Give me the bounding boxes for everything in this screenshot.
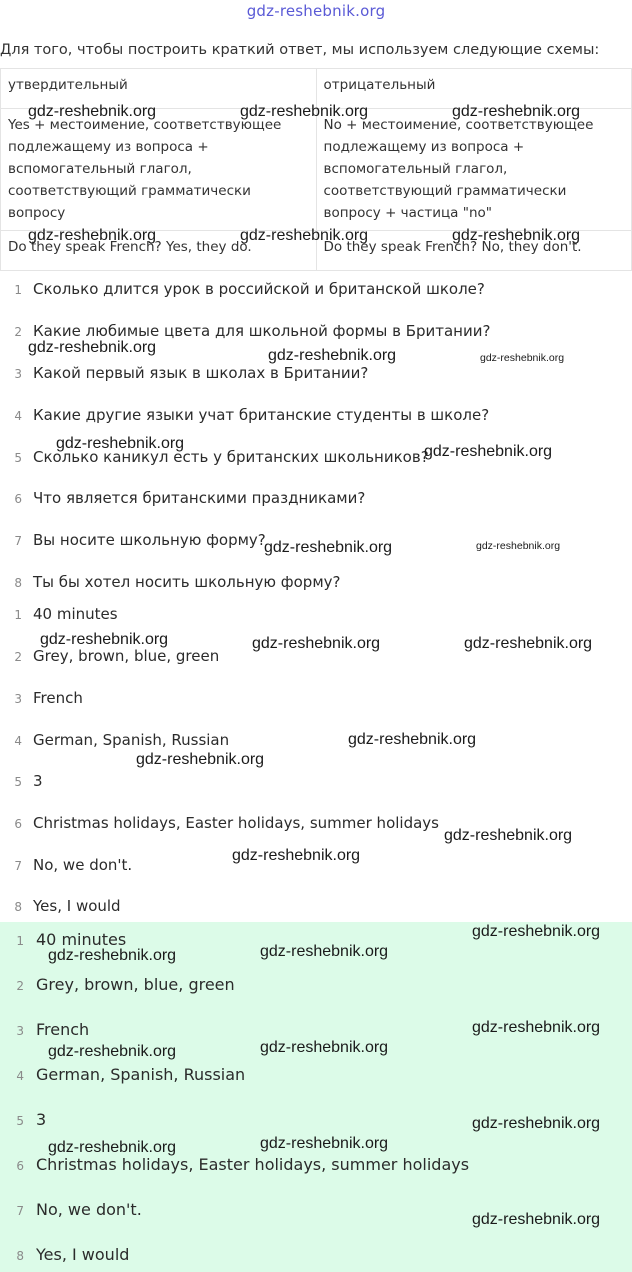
watermark: gdz-reshebnik.org [472, 923, 601, 940]
answer-item: 40 minutes [33, 605, 118, 623]
watermark: gdz-reshebnik.org [348, 731, 477, 748]
answer-item: French [36, 1020, 90, 1039]
watermark: gdz-reshebnik.org [28, 227, 157, 244]
answer-item: No, we don't. [36, 1200, 142, 1219]
answer-number: 2 [14, 650, 22, 664]
watermark: gdz-reshebnik.org [264, 539, 393, 556]
answer-number: 1 [14, 608, 22, 622]
watermark: gdz-reshebnik.org [464, 635, 593, 652]
intro-text: Для того, чтобы построить краткий ответ, мы используем следующие схемы: [0, 42, 600, 58]
question-number: 2 [14, 325, 22, 339]
answer-item: Christmas holidays, Easter holidays, summer holidays [33, 814, 439, 832]
watermark: gdz-reshebnik.org [452, 227, 581, 244]
answer-item: Grey, brown, blue, green [33, 647, 220, 665]
answer-number: 8 [16, 1249, 24, 1263]
example-affirmative: Do they speak French? Yes, they do. [1, 231, 317, 271]
watermark: gdz-reshebnik.org [268, 347, 397, 364]
answer-number: 6 [16, 1159, 24, 1173]
answer-number: 6 [14, 817, 22, 831]
question-number: 1 [14, 283, 22, 297]
answer-item: Grey, brown, blue, green [36, 975, 235, 994]
question-item: Какой первый язык в школах в Британии? [33, 364, 369, 382]
answer-item: Christmas holidays, Easter holidays, summer holidays [36, 1155, 470, 1174]
answer-number: 3 [14, 692, 22, 706]
answer-item: German, Spanish, Russian [33, 731, 230, 749]
watermark: gdz-reshebnik.org [424, 443, 553, 460]
answer-item: Yes, I would [33, 897, 121, 915]
question-number: 5 [14, 451, 22, 465]
answer-number: 7 [14, 859, 22, 873]
question-item: Что является британскими праздниками? [33, 489, 366, 507]
question-number: 8 [14, 576, 22, 590]
answer-number: 3 [16, 1024, 24, 1038]
watermark: gdz-reshebnik.org [252, 635, 381, 652]
answer-number: 1 [16, 934, 24, 948]
watermark: gdz-reshebnik.org [40, 631, 169, 648]
answer-number: 4 [14, 734, 22, 748]
watermark: gdz-reshebnik.org [444, 827, 573, 844]
answer-item: German, Spanish, Russian [36, 1065, 246, 1084]
answer-item: 40 minutes [36, 930, 127, 949]
watermark: gdz-reshebnik.org [472, 1211, 601, 1228]
question-number: 3 [14, 367, 22, 381]
watermark: gdz-reshebnik.org [28, 339, 157, 356]
question-item: Вы носите школьную форму? [33, 531, 266, 549]
watermark: gdz-reshebnik.org [476, 540, 561, 552]
header-affirmative: утвердительный [1, 69, 317, 109]
answer-number: 8 [14, 900, 22, 914]
question-item: Ты бы хотел носить школьную форму? [33, 573, 341, 591]
answer-item: Yes, I would [36, 1245, 130, 1264]
question-number: 4 [14, 409, 22, 423]
answer-number: 7 [16, 1204, 24, 1218]
watermark: gdz-reshebnik.org [48, 1043, 177, 1060]
watermark: gdz-reshebnik.org [260, 1039, 389, 1056]
answer-item: French [33, 689, 83, 707]
scheme-affirmative: Yes + местоимение, соответствующее подлежащему из вопроса + вспомогательный глагол, соответствующий грамматически вопросу [1, 109, 317, 231]
answer-number: 4 [16, 1069, 24, 1083]
watermark: gdz-reshebnik.org [472, 1115, 601, 1132]
watermark: gdz-reshebnik.org [28, 103, 157, 120]
question-number: 7 [14, 534, 22, 548]
question-number: 6 [14, 492, 22, 506]
watermark: gdz-reshebnik.org [48, 1139, 177, 1156]
watermark: gdz-reshebnik.org [480, 352, 565, 364]
watermark: gdz-reshebnik.org [56, 435, 185, 452]
question-item: Сколько каникул есть у британских школьников? [33, 448, 429, 466]
watermark: gdz-reshebnik.org [232, 847, 361, 864]
question-item: Сколько длится урок в российской и британской школе? [33, 280, 485, 298]
answer-number: 5 [14, 775, 22, 789]
site-title[interactable]: gdz-reshebnik.org [246, 2, 386, 20]
scheme-negative: No + местоимение, соответствующее подлежащему из вопроса + вспомогательный глагол, соответствующий грамматически вопросу + частица "no" [316, 109, 632, 231]
answer-item: No, we don't. [33, 856, 133, 874]
header-negative: отрицательный [316, 69, 632, 109]
answer-item: 3 [33, 772, 43, 790]
answer-number: 5 [16, 1114, 24, 1128]
watermark: gdz-reshebnik.org [136, 751, 265, 768]
answer-number: 2 [16, 979, 24, 993]
watermark: gdz-reshebnik.org [260, 943, 389, 960]
question-item: Какие любимые цвета для школьной формы в Британии? [33, 322, 491, 340]
answer-item: 3 [36, 1110, 47, 1129]
example-negative: Do they speak French? No, they don't. [316, 231, 632, 271]
watermark: gdz-reshebnik.org [240, 227, 369, 244]
question-item: Какие другие языки учат британские студенты в школе? [33, 406, 490, 424]
watermark: gdz-reshebnik.org [472, 1019, 601, 1036]
watermark: gdz-reshebnik.org [260, 1135, 389, 1152]
watermark: gdz-reshebnik.org [452, 103, 581, 120]
watermark: gdz-reshebnik.org [240, 103, 369, 120]
watermark: gdz-reshebnik.org [48, 947, 177, 964]
table-scheme-row [1, 109, 632, 231]
